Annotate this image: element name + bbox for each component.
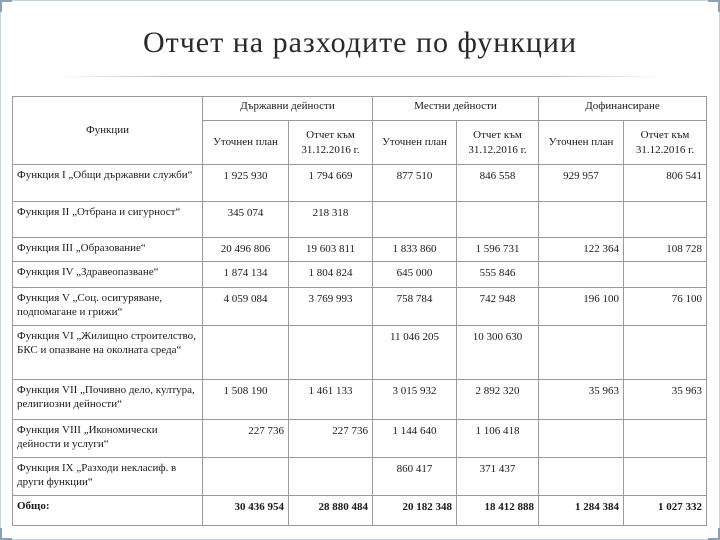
local-plan-value: 758 784: [373, 288, 457, 326]
cofin-report-value: [624, 202, 707, 238]
table-row: [13, 262, 707, 288]
corner-ornament: [0, 528, 12, 540]
state-report-value: 227 736: [289, 420, 373, 458]
functions-header: Функции: [13, 97, 203, 165]
state-plan-value: 1 508 190: [203, 380, 289, 420]
state-plan-value: 227 736: [203, 420, 289, 458]
state-report-value: 218 318: [289, 202, 373, 238]
cofin-report-value: 108 728: [624, 238, 707, 262]
local-report-value: 846 558: [457, 165, 539, 202]
table-row: [13, 326, 707, 380]
group-header-state: Държавни дейности: [203, 97, 373, 121]
cofin-plan-value: 929 957: [539, 165, 624, 202]
state-plan-value: 1 874 134: [203, 262, 289, 288]
state-report-value: 1 804 824: [289, 262, 373, 288]
local-plan-value: 1 833 860: [373, 238, 457, 262]
table-row: [13, 165, 707, 202]
cofin-plan-value: 196 100: [539, 288, 624, 326]
function-name: Функция I „Общи държавни служби“: [13, 165, 203, 202]
state-report-value: 3 769 993: [289, 288, 373, 326]
local-plan-value: 1 144 640: [373, 420, 457, 458]
function-name: Функция VI „Жилищно строителство, БКС и опазване на околната среда“: [13, 326, 203, 380]
table-row: [13, 420, 707, 458]
total-cofin-plan: 1 284 384: [539, 496, 624, 526]
cofin-plan-value: [539, 458, 624, 496]
cofin-plan-value: [539, 202, 624, 238]
cofin-report-value: 76 100: [624, 288, 707, 326]
function-name: Функция III „Образование“: [13, 238, 203, 262]
local-plan-value: [373, 202, 457, 238]
cofin-plan-value: 35 963: [539, 380, 624, 420]
subcol-state-report: Отчет към 31.12.2016 г.: [289, 121, 373, 165]
local-plan-value: 860 417: [373, 458, 457, 496]
cofin-plan-value: [539, 420, 624, 458]
total-state-plan: 30 436 954: [203, 496, 289, 526]
state-plan-value: [203, 326, 289, 380]
group-header-local: Местни дейности: [373, 97, 539, 121]
local-report-value: 742 948: [457, 288, 539, 326]
cofin-report-value: [624, 262, 707, 288]
header-row-groups: [13, 97, 707, 121]
local-report-value: [457, 202, 539, 238]
function-name: Функция IV „Здравеопазване“: [13, 262, 203, 288]
local-plan-value: 3 015 932: [373, 380, 457, 420]
corner-ornament: [708, 0, 720, 12]
state-plan-value: 20 496 806: [203, 238, 289, 262]
function-name: Функция V „Соц. осигуряване, подпомагане и грижи“: [13, 288, 203, 326]
corner-ornament: [708, 528, 720, 540]
state-report-value: [289, 326, 373, 380]
local-report-value: 1 106 418: [457, 420, 539, 458]
corner-ornament: [0, 0, 12, 12]
cofin-report-value: [624, 326, 707, 380]
local-report-value: 2 892 320: [457, 380, 539, 420]
state-plan-value: [203, 458, 289, 496]
cofin-report-value: [624, 458, 707, 496]
cofin-report-value: 35 963: [624, 380, 707, 420]
state-report-value: 1 461 133: [289, 380, 373, 420]
local-plan-value: 877 510: [373, 165, 457, 202]
state-report-value: 1 794 669: [289, 165, 373, 202]
local-report-value: 1 596 731: [457, 238, 539, 262]
total-label: Общо:: [13, 496, 203, 526]
subcol-cofin-plan: Уточнен план: [539, 121, 624, 165]
subcol-local-report: Отчет към 31.12.2016 г.: [457, 121, 539, 165]
table-row: [13, 380, 707, 420]
total-local-plan: 20 182 348: [373, 496, 457, 526]
table-row: [13, 202, 707, 238]
local-report-value: 10 300 630: [457, 326, 539, 380]
local-report-value: 555 846: [457, 262, 539, 288]
state-plan-value: 345 074: [203, 202, 289, 238]
total-cofin-report: 1 027 332: [624, 496, 707, 526]
page-title: Отчет на разходите по функции: [142, 26, 578, 59]
state-plan-value: 4 059 084: [203, 288, 289, 326]
table-row: [13, 288, 707, 326]
cofin-plan-value: [539, 262, 624, 288]
cofin-report-value: 806 541: [624, 165, 707, 202]
state-report-value: [289, 458, 373, 496]
total-local-report: 18 412 888: [457, 496, 539, 526]
local-plan-value: 645 000: [373, 262, 457, 288]
subcol-state-plan: Уточнен план: [203, 121, 289, 165]
total-row: [13, 496, 707, 526]
expenses-table: [12, 96, 707, 526]
local-plan-value: 11 046 205: [373, 326, 457, 380]
local-report-value: 371 437: [457, 458, 539, 496]
table-row: [13, 238, 707, 262]
cofin-plan-value: [539, 326, 624, 380]
subcol-local-plan: Уточнен план: [373, 121, 457, 165]
function-name: Функция VII „Почивно дело, култура, религиозни дейности“: [13, 380, 203, 420]
function-name: Функция VIII „Икономически дейности и услуги“: [13, 420, 203, 458]
state-report-value: 19 603 811: [289, 238, 373, 262]
cofin-plan-value: 122 364: [539, 238, 624, 262]
table-row: [13, 458, 707, 496]
title-underline: [58, 76, 662, 77]
group-header-cofinancing: Дофинансиране: [539, 97, 707, 121]
function-name: Функция II „Отбрана и сигурност“: [13, 202, 203, 238]
state-plan-value: 1 925 930: [203, 165, 289, 202]
subcol-cofin-report: Отчет към 31.12.2016 г.: [624, 121, 707, 165]
cofin-report-value: [624, 420, 707, 458]
total-state-report: 28 880 484: [289, 496, 373, 526]
function-name: Функция IX „Разходи некласиф. в други функции“: [13, 458, 203, 496]
